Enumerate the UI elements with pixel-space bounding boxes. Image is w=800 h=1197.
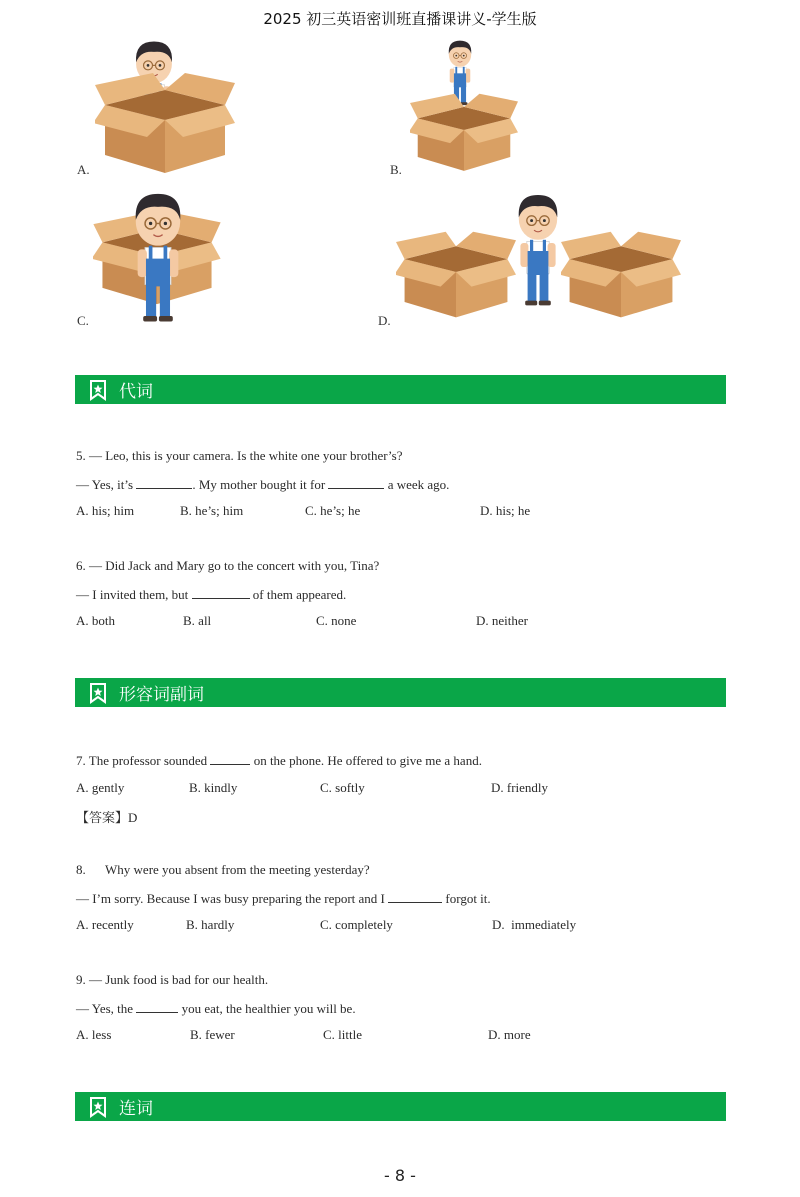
bookmark-star-icon [87,379,109,401]
q9-reply: — Yes, the you eat, the healthier you will be. [76,1001,356,1016]
q5-option-d[interactable]: D. his; he [480,503,531,518]
q8-blank[interactable] [388,890,442,903]
q6-stem: 6. — Did Jack and Mary go to the concert with you, Tina? [76,558,380,573]
figure-option-c: C. [77,313,89,328]
q6-option-b[interactable]: B. all [183,613,212,628]
q5-blank-1[interactable] [136,476,192,489]
page-number: - 8 - [384,1166,416,1185]
q6-reply: — I invited them, but of them appeared. [76,587,347,602]
q8-option-d[interactable]: D. immediately [492,917,577,932]
q7-option-d[interactable]: D. friendly [491,780,549,795]
q9-option-c[interactable]: C. little [323,1027,362,1042]
section-conjunctions [75,1092,726,1121]
q6-blank[interactable] [192,586,250,599]
section-title: 形容词副词 [119,685,204,705]
page-header: 2025 初三英语密训班直播课讲义-学生版 [263,10,537,28]
q7-option-a[interactable]: A. gently [76,780,125,795]
q7-stem: 7. The professor sounded on the phone. He offered to give me a hand. [76,753,482,768]
q6-option-d[interactable]: D. neither [476,613,528,628]
q9-stem: 9. — Junk food is bad for our health. [76,972,269,987]
q9-option-b[interactable]: B. fewer [190,1027,235,1042]
q7-answer: 【答案】D [76,810,138,825]
q5-blank-2[interactable] [328,476,384,489]
figure-d-boy-between-boxes [396,182,681,327]
section-title: 连词 [119,1099,153,1119]
q6-option-a[interactable]: A. both [76,613,115,628]
section-title: 代词 [119,382,153,402]
figure-b-boy-on-box [405,36,520,176]
section-pronouns [75,375,726,404]
q9-option-a[interactable]: A. less [76,1027,112,1042]
q5-reply: — Yes, it’s . My mother bought it for a week ago. [76,477,450,492]
q7-option-b[interactable]: B. kindly [189,780,238,795]
q9-blank[interactable] [136,1000,178,1013]
q5-option-b[interactable]: B. he’s; him [180,503,244,518]
q8-option-b[interactable]: B. hardly [186,917,235,932]
q5-option-a[interactable]: A. his; him [76,503,135,518]
q8-option-c[interactable]: C. completely [320,917,393,932]
q8-stem: 8. Why were you absent from the meeting yesterday? [76,862,370,877]
q7-blank[interactable] [210,752,250,765]
bookmark-star-icon [87,682,109,704]
figure-option-b: B. [390,162,402,177]
q8-reply: — I’m sorry. Because I was busy preparing the report and I forgot it. [76,891,491,906]
figure-a-boy-in-box [92,34,237,179]
q7-option-c[interactable]: C. softly [320,780,365,795]
bookmark-star-icon [87,1096,109,1118]
figure-c-boy-in-front-of-box [93,184,223,326]
q8-option-a[interactable]: A. recently [76,917,134,932]
figure-option-d: D. [378,313,391,328]
q5-option-c[interactable]: C. he’s; he [305,503,361,518]
q6-option-c[interactable]: C. none [316,613,357,628]
figure-option-a: A. [77,162,90,177]
q5-stem: 5. — Leo, this is your camera. Is the white one your brother’s? [76,448,403,463]
section-adjectives-adverbs [75,678,726,707]
q9-option-d[interactable]: D. more [488,1027,531,1042]
